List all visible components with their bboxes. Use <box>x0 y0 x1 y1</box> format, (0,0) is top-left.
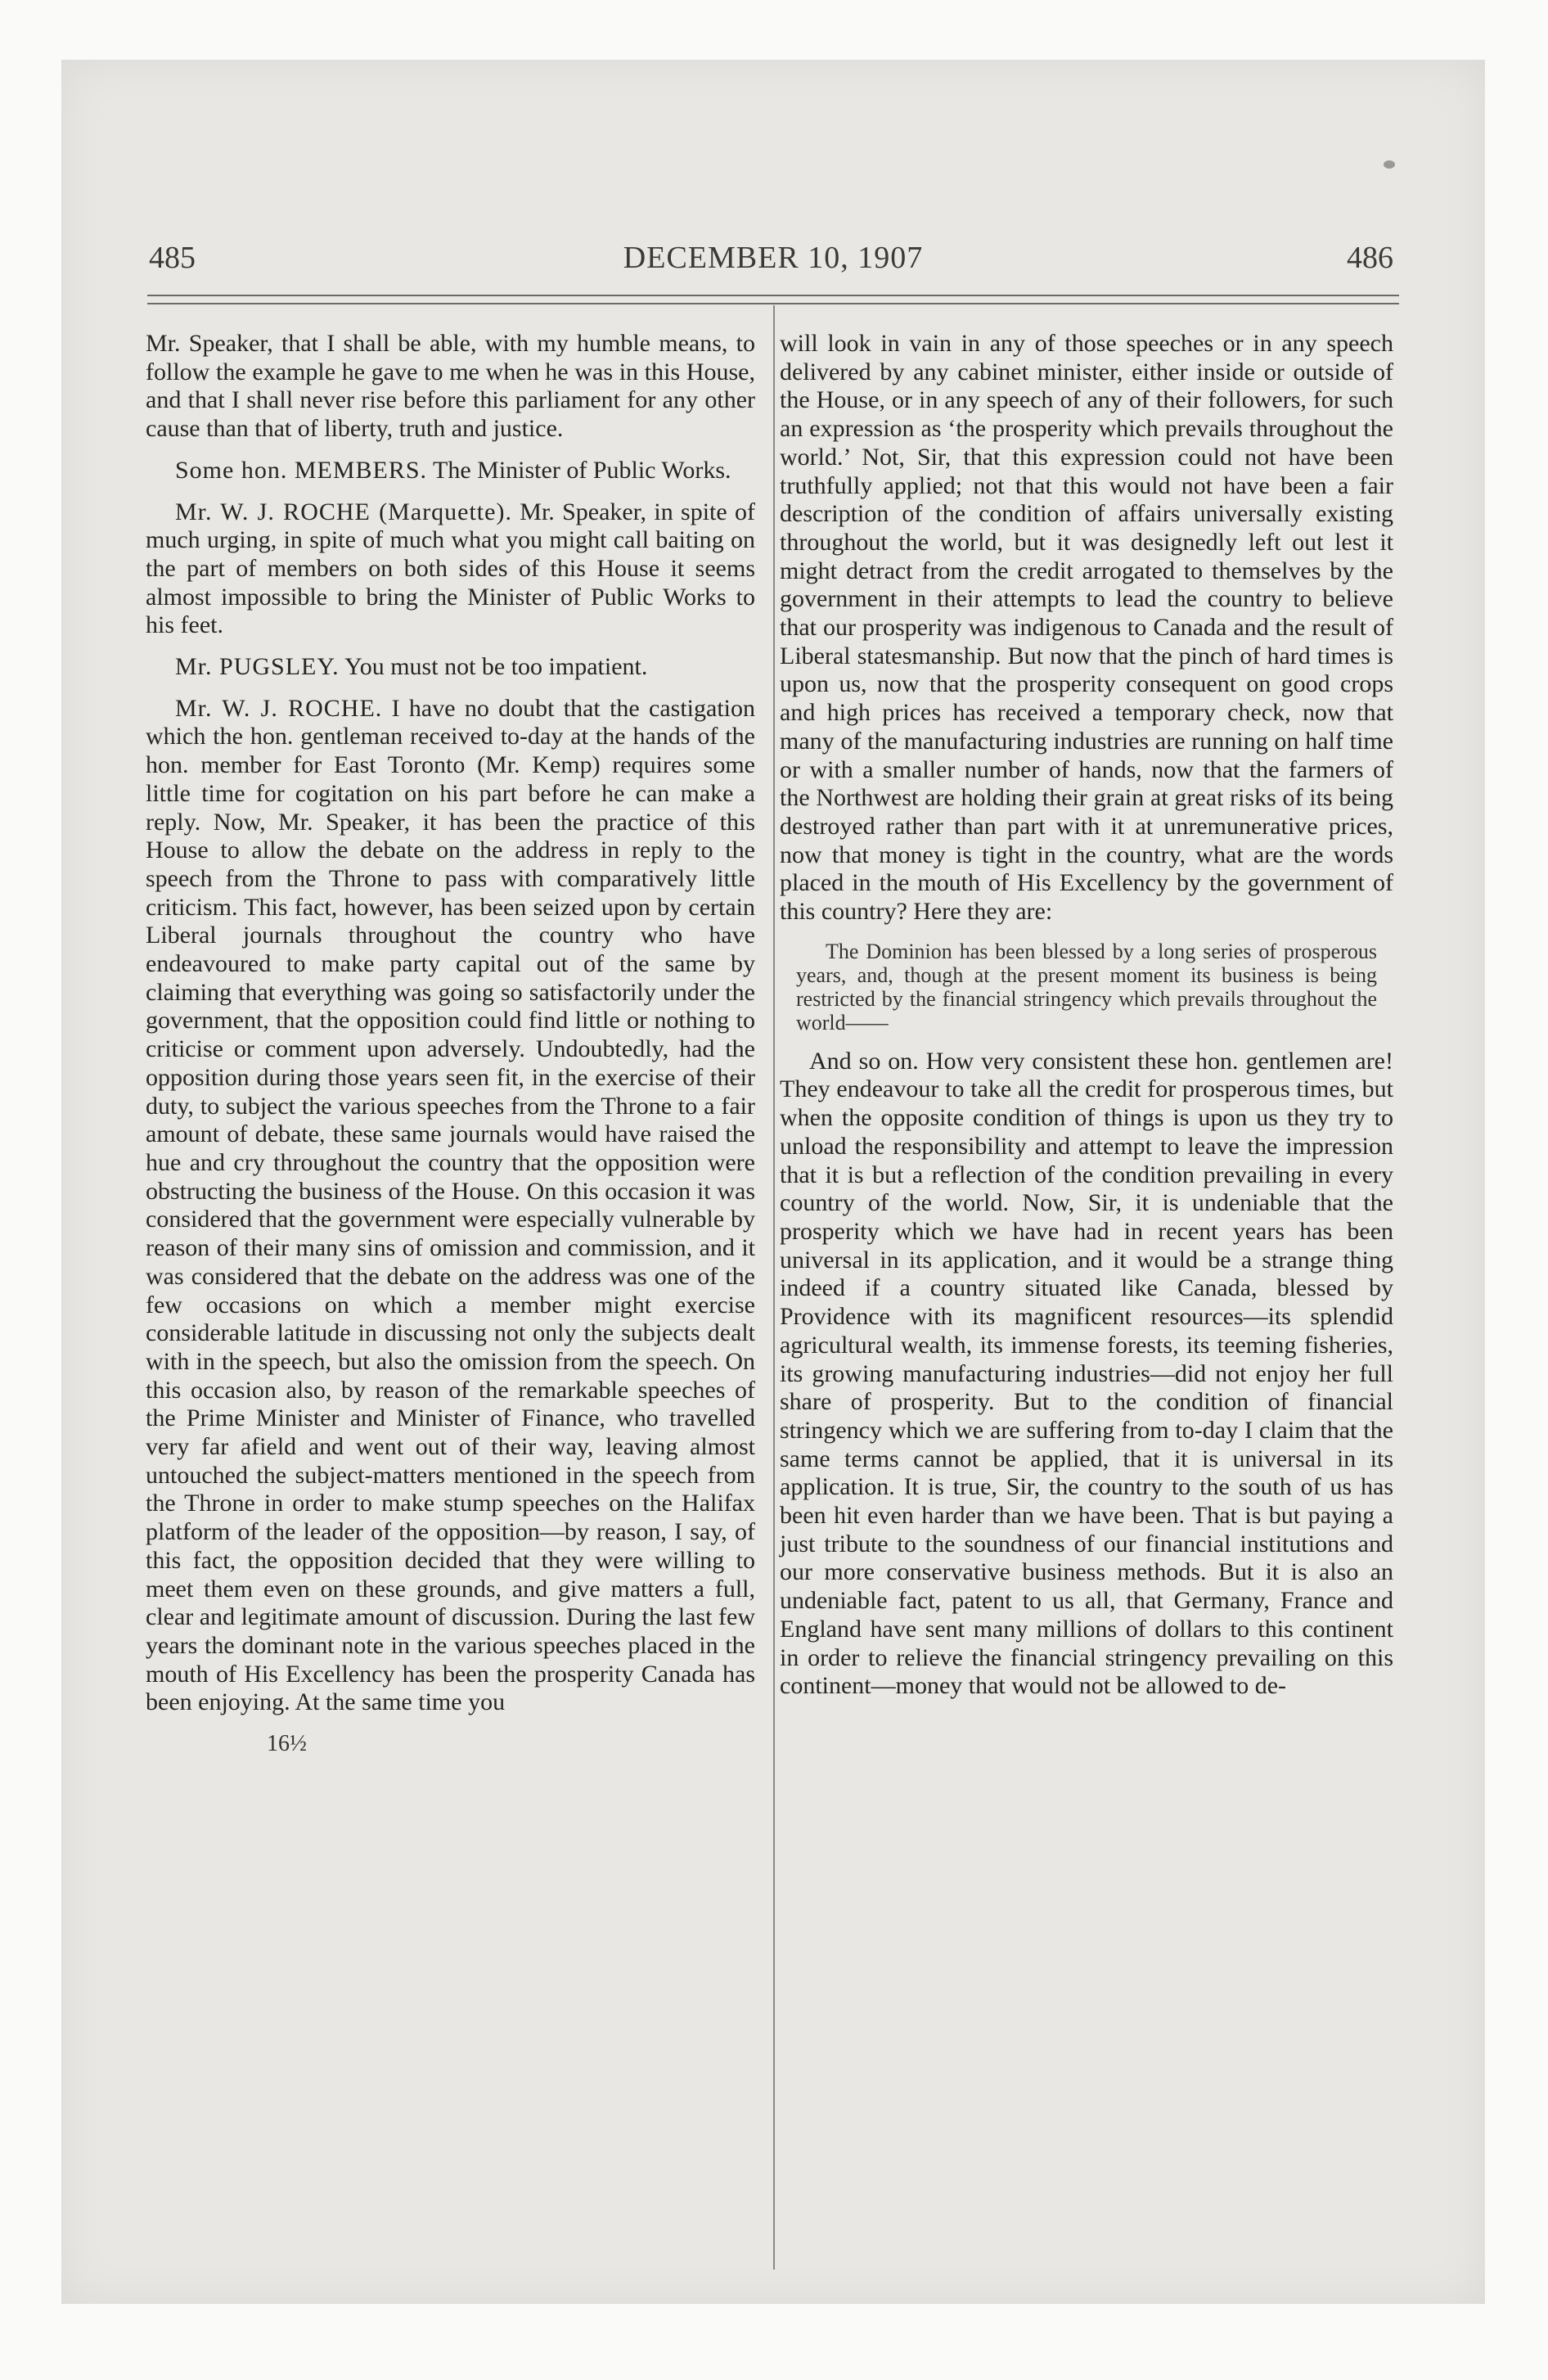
speech-paragraph <box>146 653 755 682</box>
signature-mark: 16½ <box>267 1731 307 1757</box>
header-rule-bottom <box>147 303 1399 304</box>
speaker-name: Mr. W. J. ROCHE. <box>175 694 383 722</box>
speaker-name: Mr. PUGSLEY. <box>175 653 340 681</box>
page-date-title: DECEMBER 10, 1907 <box>623 241 924 275</box>
speech-paragraph <box>146 498 755 641</box>
page-header <box>61 232 1485 281</box>
speech-text: Mr. Speaker, in spite of much urging, in spite of much what you might call baiting on the part of members on both sides of this House it seems almost impossible to bring the Minister of Public Works to his feet. <box>146 498 756 639</box>
ink-mark <box>1384 160 1395 169</box>
left-column <box>146 330 755 1772</box>
header-rule-top <box>147 295 1399 296</box>
quote-text: The Dominion has been blessed by a long series of prosperous years, and, though at the present moment its business is being restricted by the financial stringency which prevails throughout the world—— <box>796 939 1377 1034</box>
paragraph: will look in vain in any of those speeches or in any speech delivered by any cabinet minister, either inside or outside of the House, or in any speech of any of their followers, for such an expression as ‘the prosperity which prevails throughout the world.’ Not, Sir, that this expression could not have been truthfully applied; not that this would not have been a fair description of the condition of affairs universally existing throughout the world, but it was designedly left out lest it might detract from the credit arrogated to themselves by the government in their attempts to lead the country to believe that our prosperity was indigenous to Canada and the result of Liberal statesmanship. But now that the pinch of hard times is upon us, now that the prosperity consequent on good crops and high prices has received a temporary check, now that many of the manufacturing industries are running on half time or with a smaller number of hands, now that the farmers of the Northwest are holding their grain at great risks of its being destroyed rather than part with it at unremunerative prices, now that money is tight in the country, what are the words placed in the mouth of His Excellency by the government of this country? Here they are: <box>780 330 1393 926</box>
quoted-passage <box>796 940 1377 1034</box>
speaker-name: Mr. W. J. ROCHE (Marquette). <box>175 498 512 525</box>
speech-text: I have no doubt that the castigation which the hon. gentleman received to-day at the hands of the hon. member for East Toronto (Mr. Kemp) requires some little time for cogitation on his part before he can make a reply. Now, Mr. Speaker, it has been the practice of this House to allow the debate on the address in reply to the speech from the Throne to pass with comparatively little criticism. This fact, however, has been seized upon by certain Liberal journals throughout the country who have endeavoured to make party capital out of the same by claiming that everything was going so satisfactorily under the government, that the opposition could find little or nothing to criticise or comment upon adversely. Undoubtedly, had the opposition during those years seen fit, in the exercise of their duty, to subject the various speeches from the Throne to a fair amount of debate, these same journals would have raised the hue and cry throughout the country that the opposition were obstructing the business of the House. On this occasion it was considered that the government were especially vulnerable by reason of their many sins of omission and commission, and it was considered that the debate on the address was one of the few occasions on which a member might exercise considerable latitude in discussing not only the subjects dealt with in the speech, but also the omission from the speech. On this occasion also, by reason of the remarkable speeches of the Prime Minister and Minister of Finance, who travelled very far afield and went out of their way, leaving almost untouched the subject-matters mentioned in the speech from the Throne in order to make stump speeches on the Halifax platform of the leader of the opposition—by reason, I say, of this fact, the opposition decided that they were willing to meet them even on these grounds, and give matters a full, clear and legitimate amount of discussion. During the last few years the dominant note in the various speeches placed in the mouth of His Excellency has been the prosperity Canada has been enjoying. At the same time you <box>146 694 755 1716</box>
speech-paragraph <box>146 457 755 485</box>
column-divider <box>773 305 775 2270</box>
speech-paragraph <box>146 695 755 1717</box>
page-number-right: 486 <box>1347 241 1393 275</box>
page-number-left: 485 <box>149 241 196 275</box>
paragraph: And so on. How very consistent these hon. gentlemen are! They endeavour to take all the credit for prosperous times, but when the opposite condition of things is upon us they try to unload the responsibility and attempt to leave the impression that it is but a reflection of the condition prevailing in every country of the world. Now, Sir, it is undeniable that the prosperity which we have had in recent years has been universal in its application, and it would be a strange thing indeed if a country situated like Canada, blessed by Providence with its magnificent resources—its splendid agricultural wealth, its immense forests, its teeming fisheries, its growing manufacturing industries—did not enjoy her full share of prosperity. But to the condition of financial stringency which we are suffering from to-day I claim that the same terms cannot be applied, that it is universal in its application. It is true, Sir, the country to the south of us has been hit even harder than we have been. That is but paying a just tribute to the soundness of our financial institutions and our more conservative business methods. But it is also an undeniable fact, patent to us all, that Germany, France and England have sent many millions of dollars to this continent in order to relieve the financial stringency prevailing on this continent—money that would not be allowed to de- <box>780 1047 1393 1700</box>
speech-text: You must not be too impatient. <box>344 653 648 681</box>
speech-text: The Minister of Public Works. <box>433 456 731 484</box>
paragraph: Mr. Speaker, that I shall be able, with my humble means, to follow the example he gave to me when he was in this House, and that I shall never rise before this parliament for any other cause than that of liberty, truth and justice. <box>146 330 755 443</box>
right-column <box>780 330 1393 1714</box>
scanned-page <box>61 60 1485 2304</box>
speaker-name: Some hon. MEMBERS. <box>175 456 428 484</box>
